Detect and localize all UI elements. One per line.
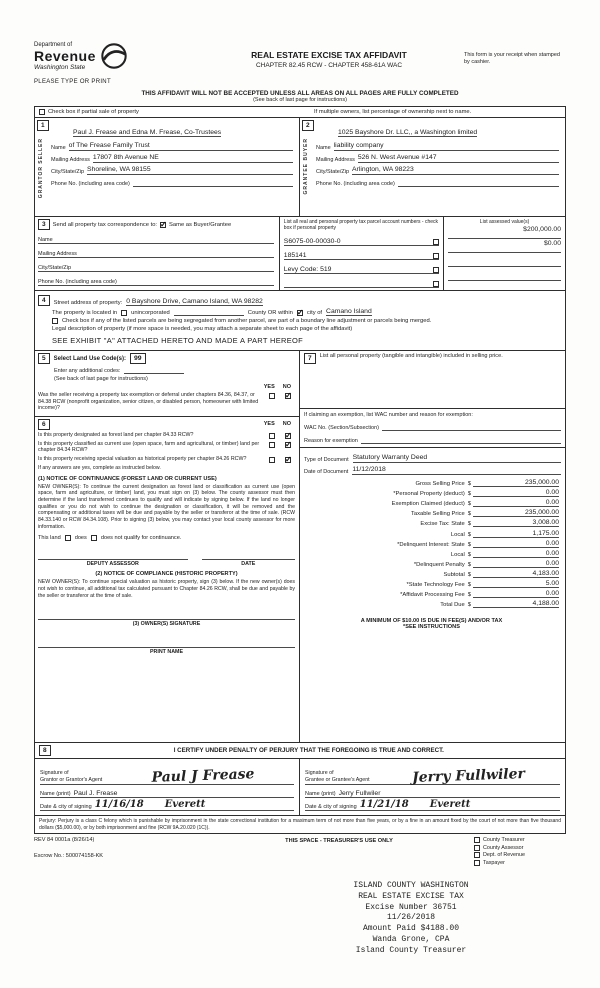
completion-warning: THIS AFFIDAVIT WILL NOT BE ACCEPTED UNLESS ALL AREAS ON ALL PAGES ARE FULLY COMPLETED [141, 90, 459, 97]
current-use-no-checkbox[interactable] [285, 442, 291, 448]
seller-number: 1 [37, 120, 49, 131]
corr-citystatezip-label: City/State/Zip [38, 265, 72, 271]
grantor-signature-block [35, 759, 300, 815]
buyer-phone-value [398, 178, 559, 187]
segregated-label: Check box if any of the listed parcels are being segregated from another parcel, are part of a boundary line adjustment or parcels being merged. [62, 318, 432, 324]
notice-continuance-heading: (1) NOTICE OF CONTINUANCE (FOREST LAND OR CURRENT USE) [38, 475, 217, 482]
stamp-line: Excise Number 36751 [365, 902, 457, 912]
city-of-value: Camano Island [326, 308, 372, 315]
buyer-number: 2 [302, 120, 314, 131]
tax-correspondence-label: Send all property tax correspondence to: [52, 221, 158, 228]
fee-value: 1,175.00 [473, 530, 559, 538]
doc-type-label: Type of Document [304, 457, 349, 463]
print-name-label: PRINT NAME [150, 649, 183, 656]
buyer-side-bottom: GRANTEE [303, 162, 309, 194]
seller-phone-label: Phone No. (including area code) [51, 181, 130, 187]
assessed-value: $0.00 [448, 240, 561, 253]
no-header: NO [282, 384, 291, 390]
assessed-value: $200,000.00 [448, 226, 561, 239]
fee-row-exemption-claimed [304, 499, 559, 507]
yes-header: YES [263, 384, 275, 390]
additional-codes-blank [124, 366, 184, 374]
fee-label: Total Due [440, 602, 465, 609]
parcel-row [284, 247, 439, 260]
fee-label: Subtotal [443, 571, 465, 578]
agency-line2: Revenue [34, 48, 96, 64]
fee-row-gross-selling-price [304, 479, 559, 487]
land-use-section [35, 351, 299, 417]
dollar-sign: $ [467, 521, 471, 528]
dept-of-revenue-checkbox[interactable] [474, 852, 480, 858]
fee-label: Gross Selling Price [415, 481, 465, 488]
buyer-address-label: Mailing Address [316, 157, 355, 163]
additional-codes-label: Enter any additional codes: [54, 368, 121, 374]
notice-compliance-heading: (2) NOTICE OF COMPLIANCE (HISTORIC PROPERTY) [95, 571, 238, 578]
dollar-sign: $ [467, 501, 471, 508]
continuance-paragraph: NEW OWNER(S): To continue the current designation as forest land or classification as current use (open space, farm and agriculture, or timber) land, you must sign on (3) below. The county assessor must then determine if the land transferred continues to qualify and will indicate by signing below. If the land no longer qualifies or you do not wish to continue the designation or classification, it will be removed and the compensating or additional taxes will be due and payable by the seller or transferor at the time of sale. (RCW 84.33.140 or RCW 84.34.108). Prior to signing (3) below, you may contact your local county assessor for more information. [38, 483, 295, 530]
fee-value: 4,183.00 [473, 570, 559, 578]
form-title: REAL ESTATE EXCISE TAX AFFIDAVIT [251, 50, 407, 60]
receipt-note: This form is your receipt when stamped by cashier. [464, 52, 560, 66]
escrow-value: 500074158-KK [65, 853, 104, 859]
current-use-question: Is this property classified as current use (open space, farm and agricultural, or timber) land per chapter 84.34 RCW? [38, 440, 260, 454]
fee-row-state-technology-fee [304, 580, 559, 588]
completion-warning-sub: (See back of last page for instructions) [253, 97, 347, 103]
fee-row-delinquent-interest-local [304, 550, 559, 558]
section3-number: 3 [38, 219, 50, 230]
section8-number: 8 [39, 745, 51, 756]
form-subtitle: CHAPTER 82.45 RCW - CHAPTER 458-61A WAC [255, 62, 403, 69]
stamp-line: 11/26/2018 [386, 913, 435, 923]
parcel-row [284, 233, 439, 246]
parcel-personal-checkbox[interactable] [433, 239, 439, 245]
same-as-grantee-label: Same as Buyer/Grantee [169, 221, 232, 228]
land-use-code: 99 [130, 353, 146, 364]
county-assessor-checkbox[interactable] [474, 845, 480, 851]
street-address-value: 0 Bayshore Drive, Camano Island, WA 98282 [126, 298, 263, 305]
copy-row [474, 845, 566, 851]
tax-computation [300, 475, 565, 630]
partial-sale-checkbox[interactable] [39, 109, 45, 115]
fee-value: 235,000.00 [473, 509, 559, 517]
copy-row [474, 860, 566, 866]
reason-value [361, 436, 561, 444]
grantee-sig-label1: Signature of [305, 770, 334, 777]
buyer-citystatezip-label: City/State/Zip [316, 169, 350, 175]
levy-code: Levy Code: 519 [283, 265, 332, 273]
parcel-number: 185141 [283, 251, 307, 259]
fee-label: *Personal Property (deduct) [393, 491, 465, 498]
taxpayer-checkbox[interactable] [474, 860, 480, 866]
fee-label: Excise Tax: State [420, 521, 465, 528]
fee-value: 0.00 [473, 550, 559, 558]
county-treasurer-checkbox[interactable] [474, 837, 480, 843]
fee-label: *Affidavit Processing Fee [400, 592, 465, 599]
forest-question: Is this property designated as forest land per chapter 84.33 RCW? [38, 431, 194, 438]
fee-value: 0.00 [473, 499, 559, 507]
doc-type-value: Statutory Warranty Deed [353, 454, 561, 463]
buyer-citystatezip-value: Arlington, WA 98223 [352, 166, 559, 175]
fee-value: 4,188.00 [473, 600, 559, 608]
grantee-sig-label2: Grantee or Grantee's Agent [305, 777, 370, 784]
current-use-yes-checkbox[interactable] [269, 442, 275, 448]
parcel-header: List all real and personal property tax parcel account numbers - check box if personal property [283, 219, 439, 232]
grantee-name-value: Jerry Fullwiler [338, 790, 381, 797]
see-instructions-note: *SEE INSTRUCTIONS [403, 624, 460, 631]
fee-value: 5.00 [473, 580, 559, 588]
copy-row [474, 837, 566, 843]
corr-phone-label: Phone No. (including area code) [38, 279, 117, 285]
section4-number: 4 [38, 295, 50, 306]
does-label: does [74, 535, 87, 542]
partial-sale-label: Check box if partial sale of property [48, 109, 139, 115]
fee-row-delinquent-penalty [304, 560, 559, 568]
form-footer [34, 837, 566, 867]
assessed-header: List assessed value(s) [479, 219, 530, 225]
seller-address-label: Mailing Address [51, 157, 90, 163]
stamp-line: Island County Treasurer [355, 945, 467, 955]
grantor-city-value: Everett [164, 799, 206, 810]
fee-label: Exemption Claimed (deduct) [391, 501, 465, 508]
fee-row-personal-property [304, 489, 559, 497]
does-checkbox[interactable] [65, 535, 71, 541]
copy-label: Dept. of Revenue [483, 852, 525, 858]
doc-date-value: 11/12/2018 [352, 466, 561, 475]
exemption-block [300, 409, 565, 448]
dollar-sign: $ [467, 511, 471, 518]
city-of-label: city of [306, 310, 323, 316]
fee-row-subtotal [304, 570, 559, 578]
deputy-date-label: DATE [241, 561, 256, 568]
forest-land-section [35, 417, 299, 659]
if-yes-note: If any answers are yes, complete as instructed below. [38, 465, 161, 472]
section7-number: 7 [304, 353, 316, 364]
buyer-section [300, 118, 565, 216]
street-address-label: Street address of property: [53, 300, 123, 306]
stamp-line: Amount Paid $4188.00 [362, 924, 459, 934]
copy-label: Taxpayer [483, 859, 505, 866]
seller-name-line2: of The Frease Family Trust [69, 142, 293, 151]
seller-name-line1: Paul J. Frease and Edna M. Frease, Co-Trustees [73, 129, 222, 136]
county-or-label: County OR within [247, 310, 293, 316]
buyer-phone-label: Phone No. (including area code) [316, 181, 395, 187]
dollar-sign: $ [467, 531, 471, 538]
copy-distribution [474, 837, 566, 867]
perjury-statement: Perjury: Perjury is a class C felony which is punishable by imprisonment in the state correctional institution for a maximum term of not more than five years, or by a fine in an amount fixed by the court of not more than five thousand dollars ($5,000.00), or by both imprisonment and fine (RCW 9A.20.020 (1C)). [39, 818, 561, 831]
seller-side-top: SELLER [38, 138, 44, 164]
parcel-personal-checkbox[interactable] [433, 253, 439, 259]
grantee-signature: Jerry Fullwiler [411, 766, 526, 786]
rev-number: REV 84 0001a (8/26/14) [34, 837, 95, 843]
grantor-signature: Paul J Frease [151, 766, 255, 786]
grantor-date-value: 11/16/18 [94, 799, 144, 810]
signature-section [35, 743, 565, 816]
fee-row-delinquent-interest-state [304, 540, 559, 548]
assessed-value [448, 268, 561, 281]
dollar-sign: $ [467, 561, 471, 568]
seller-side-bottom: GRANTOR [38, 165, 44, 198]
exemption-note: If claiming an exemption, list WAC number and reason for exemption: [304, 412, 473, 418]
assessed-value [448, 254, 561, 267]
fee-label: *Delinquent Penalty [413, 561, 465, 568]
historic-no-checkbox[interactable] [285, 457, 291, 463]
forest-yes-checkbox[interactable] [269, 433, 275, 439]
county-blank [174, 308, 244, 316]
fee-label: Taxable Selling Price [410, 511, 465, 518]
agency-line3: Washington State [34, 64, 86, 71]
middle-columns [35, 351, 565, 743]
print-name-line [38, 639, 295, 648]
fee-value: 3,008.00 [473, 519, 559, 527]
does-not-label: does not qualify for continuance. [100, 535, 182, 542]
personal-property-section [300, 351, 565, 409]
yes-header: YES [263, 421, 275, 428]
grantee-signature-block [300, 759, 565, 815]
wac-value [382, 423, 561, 431]
corr-name-label: Name [38, 237, 53, 243]
deferral-yes-checkbox[interactable] [269, 393, 275, 399]
agency-name [34, 42, 96, 71]
copy-row [474, 852, 566, 858]
partial-sale-row [35, 107, 565, 118]
unincorporated-checkbox[interactable] [121, 310, 127, 316]
fee-row-affidavit-processing-fee [304, 590, 559, 598]
seller-side-label [38, 138, 44, 198]
form-header [34, 42, 566, 85]
does-not-checkbox[interactable] [91, 535, 97, 541]
buyer-name-label: Name [316, 145, 331, 151]
multiple-owners-note: If multiple owners, list percentage of ownership next to name. [314, 109, 472, 115]
fee-row-taxable-selling-price [304, 509, 559, 517]
stamp-line: ISLAND COUNTY WASHINGTON [353, 881, 469, 890]
legal-description-value: SEE EXHIBIT "A" ATTACHED HERETO AND MADE A PART HEREOF [52, 336, 304, 345]
fee-value: 0.00 [473, 560, 559, 568]
owners-signature-line [38, 611, 295, 620]
fee-row-total-due [304, 600, 559, 608]
escrow-label: Escrow No.: [34, 853, 65, 859]
treasurer-stamp [286, 881, 536, 957]
grantor-sig-label1: Signature of [40, 770, 69, 777]
same-as-grantee-checkbox[interactable] [160, 222, 166, 228]
section6-number: 6 [38, 419, 50, 430]
parcel-row [284, 275, 439, 288]
grantee-city-value: Everett [429, 799, 471, 810]
forest-no-checkbox[interactable] [285, 433, 291, 439]
document-meta [300, 448, 565, 475]
agency-block [34, 42, 194, 85]
grantee-date-label: Date & city of signing [305, 804, 357, 810]
copy-label: County Treasurer [483, 837, 525, 843]
buyer-name-line2: liability company [334, 142, 559, 151]
buyer-side-label [303, 138, 309, 194]
fee-label: Local [450, 531, 465, 538]
deputy-assessor-label: DEPUTY ASSESSOR [86, 561, 139, 568]
dollar-sign: $ [467, 602, 471, 609]
revenue-logo-icon [100, 42, 128, 75]
corr-address-label: Mailing Address [38, 251, 77, 257]
tax-correspondence-section [35, 217, 565, 291]
seller-address-value: 17807 8th Avenue NE [93, 154, 293, 163]
parcel-personal-checkbox[interactable] [433, 281, 439, 287]
parties-row [35, 118, 565, 217]
deferral-no-checkbox[interactable] [285, 393, 291, 399]
no-header: NO [282, 421, 291, 428]
compliance-paragraph: NEW OWNER(S): To continue special valuation as historic property, sign (3) below. If the new owner(s) does not wish to continue, all additional tax calculated pursuant to Chapter 84.26 RCW, shall be due and payable by the seller or transferor at the time of sale. [38, 579, 295, 599]
property-address-section [35, 291, 565, 351]
fee-label: *State Technology Fee [406, 582, 465, 589]
dollar-sign: $ [467, 481, 471, 488]
doc-date-label: Date of Document [304, 469, 349, 475]
dollar-sign: $ [467, 491, 471, 498]
fee-value: 0.00 [473, 590, 559, 598]
dollar-sign: $ [467, 551, 471, 558]
affidavit-body [34, 106, 566, 834]
copy-label: County Assessor [483, 844, 524, 851]
certify-statement: I CERTIFY UNDER PENALTY OF PERJURY THAT THE FOREGOING IS TRUE AND CORRECT. [173, 747, 444, 754]
legal-description-label: Legal description of property (if more space is needed, you may attach a separate sheet to each page of the affidavit) [52, 326, 353, 332]
buyer-side-top: BUYER [303, 138, 309, 161]
personal-property-header: List all personal property (tangible and intangible) included in selling price. [319, 353, 503, 359]
wac-label: WAC No. (Section/Subsection) [304, 425, 379, 431]
seller-phone-value [133, 178, 293, 187]
treasurer-space-label: THIS SPACE - TREASURER'S USE ONLY [285, 838, 393, 844]
historic-yes-checkbox[interactable] [269, 457, 275, 463]
city-checkbox[interactable] [297, 310, 303, 316]
fee-label: *Delinquent Interest: State [397, 541, 465, 548]
fee-label: Local [450, 551, 465, 558]
please-type-note: PLEASE TYPE OR PRINT [34, 79, 111, 85]
dollar-sign: $ [467, 541, 471, 548]
grantor-name-label: Name (print) [40, 791, 71, 797]
minimum-due-note: A MINIMUM OF $10.00 IS DUE IN FEE(S) AND/OR TAX [360, 618, 503, 625]
fee-row-excise-state [304, 519, 559, 527]
reason-label: Reason for exemption [304, 438, 358, 444]
stamp-line: Wanda Grone, CPA [372, 934, 450, 944]
land-use-label: Select Land Use Code(s): [53, 355, 126, 362]
section5-number: 5 [38, 353, 50, 364]
deferral-question: Was the seller receiving a property tax exemption or deferral under chapters 84.36, 84.37, or 84.38 RCW (nonprofit organization, senior citizen, or disabled person, homeowner with limited income)? [38, 392, 259, 412]
owners-signature-label: (3) OWNER(S) SIGNATURE [132, 621, 201, 628]
grantor-sig-label2: Grantor or Grantor's Agent [40, 777, 103, 784]
deputy-date-line [202, 551, 295, 560]
seller-name-label: Name [51, 145, 66, 151]
fee-value: 0.00 [473, 540, 559, 548]
dollar-sign: $ [467, 592, 471, 599]
fee-value: 0.00 [473, 489, 559, 497]
segregated-checkbox[interactable] [52, 318, 58, 324]
historic-question: Is this property receiving special valuation as historical property per chapter 84.26 RCW? [38, 456, 247, 463]
dollar-sign: $ [467, 582, 471, 589]
located-in-label: The property is located in [52, 310, 118, 316]
agency-line1: Department of [34, 42, 73, 48]
grantee-date-value: 11/21/18 [359, 799, 409, 810]
dollar-sign: $ [467, 571, 471, 578]
parcel-number: S6075-00-00030-0 [283, 237, 341, 245]
seller-citystatezip-value: Shoreline, WA 98155 [87, 166, 293, 175]
parcel-personal-checkbox[interactable] [433, 267, 439, 273]
buyer-name-line1: 1025 Bayshore Dr. LLC,, a Washington limited [338, 129, 478, 136]
unincorporated-label: unincorporated [131, 310, 170, 316]
fee-row-excise-local [304, 530, 559, 538]
see-back-note: (See back of last page for instructions) [54, 376, 148, 382]
grantee-name-label: Name (print) [305, 791, 336, 797]
seller-citystatezip-label: City/State/Zip [51, 169, 85, 175]
grantor-name-value: Paul J. Frease [73, 790, 118, 797]
parcel-row [284, 261, 439, 274]
this-land-label: This land [38, 535, 61, 542]
buyer-address-value: 526 N. West Avenue #147 [358, 154, 559, 163]
fee-value: 235,000.00 [473, 479, 559, 487]
grantor-date-label: Date & city of signing [40, 804, 92, 810]
stamp-line: REAL ESTATE EXCISE TAX [358, 891, 464, 901]
seller-section [35, 118, 300, 216]
deputy-assessor-line [38, 551, 188, 560]
